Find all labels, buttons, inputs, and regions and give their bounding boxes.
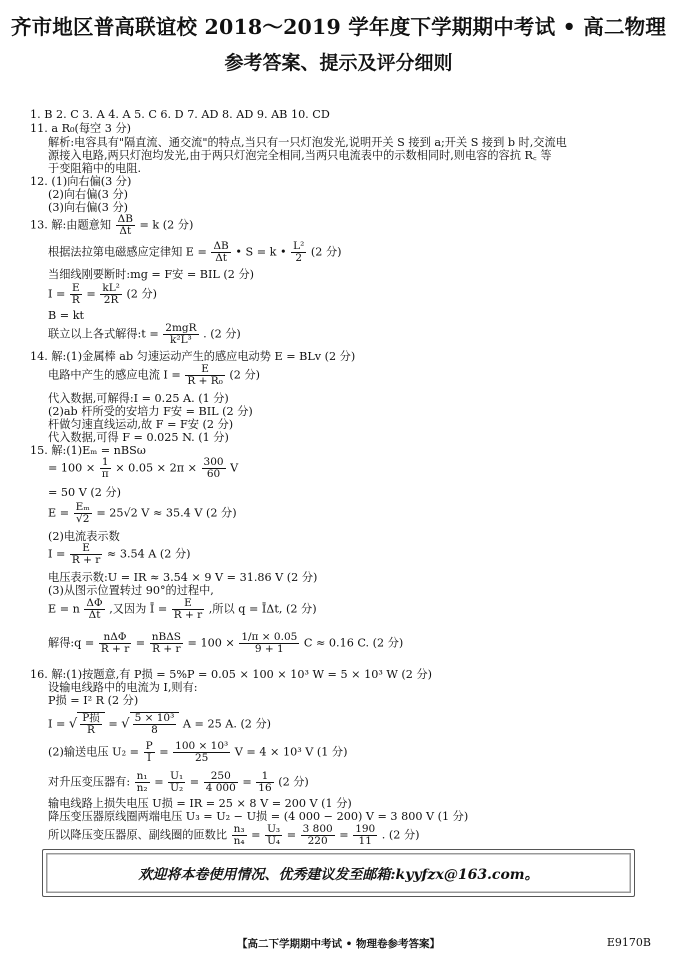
formula-line: 联立以上各式解得:t = $\frac{\text{2mgR}}{\text{k²L³}}$ . (2 分) [48,322,241,346]
sqrt-icon: √ [68,716,78,732]
fraction: $\frac{\text{L²}}{2}$ [293,240,305,264]
fraction: $\frac{\text{kL²}}{2R}$ [102,282,120,306]
answer-line: 代入数据,可得 F = 0.025 N. (1 分) [48,431,229,444]
feedback-banner [42,849,635,897]
fraction: $\frac{E}{R + r}$ [173,597,203,621]
fraction: $\frac{\text{Eₘ}}{√2}$ [75,501,90,525]
answer-line: = 50 V (2 分) [48,486,121,499]
answer-line: 杆做匀速直线运动,故 F = F安 (2 分) [48,418,234,431]
answer-line: 于变阻箱中的电阻. [48,162,142,175]
fraction: $\frac{P}{I}$ [145,740,153,764]
fraction: $\frac{\text{5 × 10³}}{8}$ [134,712,175,736]
answer-line: (2)电流表示数 [48,530,120,543]
fraction: $\frac{\Delta B}{\Delta t}$ [213,240,229,264]
answer-line: 输电线路上损失电压 U损 = IR = 25 × 8 V = 200 V (1 分) [48,797,352,810]
formula-line: I = √ $\frac{\text{P损}}{R}$ = √ $\frac{\text{5 × 10³}}{8}$ A = 25 A. (2 分) [48,712,272,736]
page-subtitle: 参考答案、提示及评分细则 [224,52,453,74]
fraction: $\frac{E}{\text{R + R₀}}$ [187,363,223,387]
answer-line: (2)向右偏(3 分) [48,188,129,201]
answer-line: (2)ab 杆所受的安培力 F安 = BIL (2 分) [48,405,253,418]
fraction: $\frac{\text{100 × 10³}}{25}$ [175,740,229,764]
formula-line: I = $\frac{E}{R + r}$ ≈ 3.54 A (2 分) [48,542,191,566]
formula-line: I = $\frac{E}{R}$ = $\frac{\text{kL²}}{2R}$ (2 分) [48,282,158,306]
answer-line: 14. 解:(1)金属棒 ab 匀速运动产生的感应电动势 E = BLv (2 分) [30,350,356,363]
fraction: $\frac{E}{R + r}$ [71,542,101,566]
fraction: $\frac{300}{60}$ [203,456,224,480]
answer-line: 设输电线路中的电流为 I,则有: [48,681,198,694]
answer-line: P损 = I² R (2 分) [48,694,139,707]
formula-line: = 100 × $\frac{1}{\pi}$ × 0.05 × 2π × $\frac{300}{60}$ V [48,456,239,480]
fraction: $\frac{3 800}{220}$ [302,823,333,847]
fraction: $\frac{250}{4 000}$ [205,770,236,794]
formula-line: E = $\frac{\text{Eₘ}}{√2}$ = 25√2 V ≈ 35.4 V (2 分) [48,501,237,525]
answer-line: B = kt [48,309,84,322]
formula-line: (2)输送电压 U₂ = $\frac{P}{I}$ = $\frac{\text{100 × 10³}}{25}$ V = 4 × 10³ V (1 分) [48,740,348,764]
formula-line: 对升压变压器有: $\frac{\text{n₁}}{\text{n₂}}$ = $\frac{\text{U₁}}{\text{U₂}}$ = $\frac{250}{4 000}$ = $\frac{1}{16}$ (2 分) [48,770,309,794]
answer-line: 11. a R₀(每空 3 分) [30,122,132,135]
formula-line: 所以降压变压器原、副线圈的匝数比 $\frac{\text{n₃}}{\text{n₄}}$ = $\frac{\text{U₃}}{\text{U₄}}$ = $\frac{3 800}{220}$ = $\frac{190}{11}$ . (2 分) [48,823,420,847]
fraction: $\frac{\text{U₁}}{\text{U₂}}$ [170,770,184,794]
feedback-banner-text: 欢迎将本卷使用情况、优秀建议发至邮箱:kyyfzx@163.com。 [138,867,539,883]
fraction: $\frac{\text{n₁}}{\text{n₂}}$ [136,770,148,794]
answer-line: 代入数据,可解得:I = 0.25 A. (1 分) [48,392,229,405]
fraction: $\frac{1}{\pi}$ [101,456,109,480]
answer-line: 降压变压器原线圈两端电压 U₃ = U₂ − U损 = (4 000 − 200) V = 3 800 V (1 分) [48,810,469,823]
footer-label: 【高二下学期期中考试 • 物理卷参考答案】 [236,938,441,950]
fraction: $\frac{1/\pi \times 0.05}{9 + 1}$ [241,631,298,655]
fraction: $\frac{E}{R}$ [71,282,80,306]
formula-line: E = n $\frac{\Delta\Phi}{\Delta t}$ ,又因为 Ī = $\frac{E}{R + r}$ ,所以 q = ĪΔt, (2 分) [48,597,317,621]
answer-line: (3)向右偏(3 分) [48,201,129,214]
fraction: $\frac{\text{nΔΦ}}{R + r}$ [100,631,130,655]
answer-line: 当细线刚要断时:mg = F安 = BIL (2 分) [48,268,254,281]
fraction: $\frac{\text{U₃}}{\text{U₄}}$ [267,823,281,847]
answer-line: 源接入电路,两只灯泡均发光,由于两只灯泡完全相同,当两只电流表中的示数相同时,则电容的容抗 R꜀ 等 [48,149,552,162]
fraction: $\frac{\Delta B}{\Delta t}$ [117,213,133,237]
formula-line: 13. 解:由题意知 $\frac{\Delta B}{\Delta t}$ = k (2 分) [30,213,194,237]
answer-line: 12. (1)向右偏(3 分) [30,175,132,188]
formula-line: 电路中产生的感应电流 I = $\frac{E}{\text{R + R₀}}$ (2 分) [48,363,260,387]
fraction: $\frac{1}{16}$ [258,770,272,794]
fraction: $\frac{\Delta\Phi}{\Delta t}$ [86,597,103,621]
fraction: $\frac{190}{11}$ [355,823,376,847]
answer-line: 解析:电容具有"隔直流、通交流"的特点,当只有一只灯泡发光,说明开关 S 接到 a;开关 S 接到 b 时,交流电 [48,136,567,149]
fraction: $\frac{\text{nBΔS}}{R + r}$ [151,631,181,655]
fraction: $\frac{\text{P损}}{R}$ [82,712,100,736]
answer-line: 1. B 2. C 3. A 4. A 5. C 6. D 7. AD 8. AD 9. AB 10. CD [30,108,330,121]
answer-line: 电压表示数:U = IR ≈ 3.54 × 9 V = 31.86 V (2 分) [48,571,318,584]
fraction: $\frac{\text{n₃}}{\text{n₄}}$ [233,823,245,847]
answer-line: 16. 解:(1)按题意,有 P损 = 5%P = 0.05 × 100 × 10³ W = 5 × 10³ W (2 分) [30,668,433,681]
formula-line: 根据法拉第电磁感应定律知 E = $\frac{\Delta B}{\Delta t}$ • S = k • $\frac{\text{L²}}{2}$ (2 分) [48,240,342,264]
fraction: $\frac{\text{2mgR}}{\text{k²L³}}$ [165,322,197,346]
answer-line: 15. 解:(1)Eₘ = nBSω [30,444,146,457]
answer-line: (3)从图示位置转过 90°的过程中, [48,584,214,597]
formula-line: 解得:q = $\frac{\text{nΔΦ}}{R + r}$ = $\frac{\text{nBΔS}}{R + r}$ = 100 × $\frac{1/\pi \times 0.05}{9 + 1}$ C ≈ 0.16 C. (2 分) [48,631,404,655]
page-title: 齐市地区普高联谊校 2018～2019 学年度下学期期中考试 • 高二物理 [10,15,667,39]
document-code: E9170B [606,936,651,949]
sqrt-icon: √ [121,716,130,732]
